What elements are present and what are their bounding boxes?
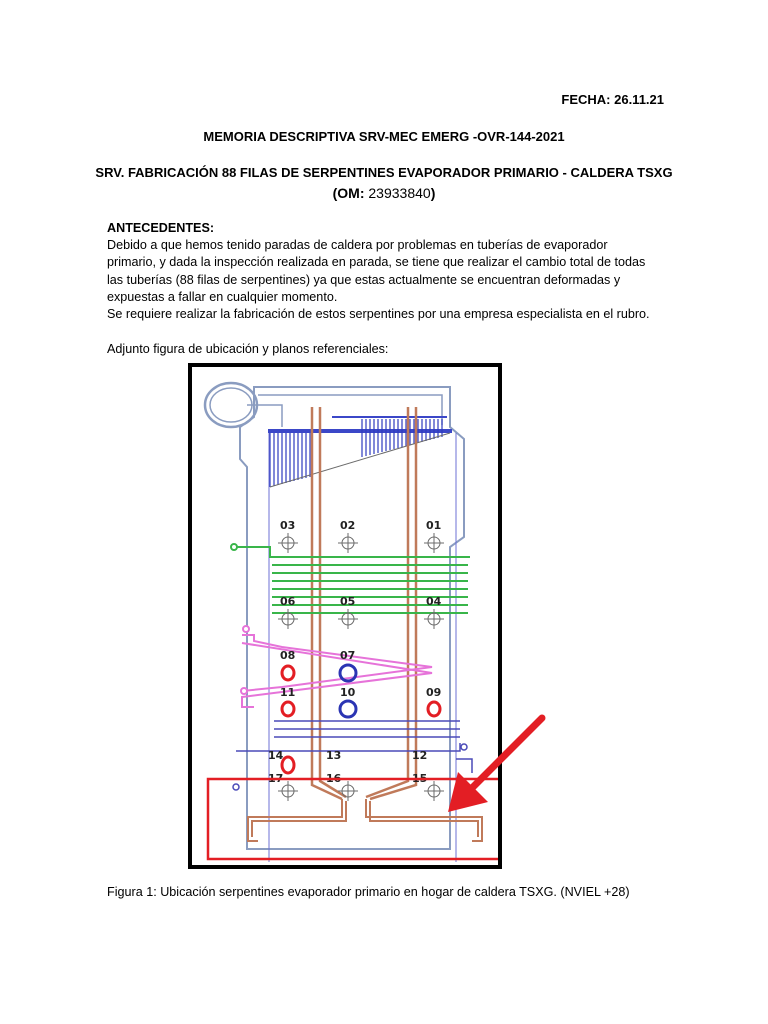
label-02: 02 [340, 519, 356, 532]
background-line-2: primario, y dada la inspección realizada en parada, se tiene que realizar el cambio total de todas [107, 255, 646, 270]
label-03: 03 [280, 519, 296, 532]
label-10: 10 [340, 686, 356, 699]
figure-caption: Figura 1: Ubicación serpentines evaporador primario en hogar de caldera TSXG. (NVIEL +28) [107, 885, 630, 899]
brown-risers [312, 407, 416, 799]
background-line-5: Se requiere realizar la fabricación de estos serpentines por una empresa especialista en el rubro. [107, 307, 650, 322]
label-08: 08 [280, 649, 296, 662]
label-06: 06 [280, 595, 296, 608]
label-11: 11 [280, 686, 296, 699]
label-01: 01 [426, 519, 442, 532]
om-close: ) [430, 185, 436, 201]
label-13: 13 [326, 749, 342, 762]
om-line [0, 185, 768, 201]
red-arrow [440, 712, 550, 822]
attachment-text: Adjunto figura de ubicación y planos referenciales: [107, 342, 389, 356]
arrow-shaft [466, 718, 542, 794]
label-07: 07 [340, 649, 356, 662]
label-04: 04 [426, 595, 442, 608]
label-15: 15 [412, 772, 428, 785]
label-14: 14 [268, 749, 284, 762]
om-number: 23933840 [368, 185, 431, 201]
background-line-4: expuestas a fallar en cualquier momento. [107, 289, 338, 304]
background-line-3: las tuberías (88 filas de serpentines) ya que estas actualmente se encuentran deformadas y [107, 272, 621, 287]
om-label: (OM: [332, 185, 369, 201]
label-12: 12 [412, 749, 428, 762]
label-09: 09 [426, 686, 442, 699]
background-section [107, 220, 667, 323]
background-heading: ANTECEDENTES: [107, 221, 215, 235]
service-title: SRV. FABRICACIÓN 88 FILAS DE SERPENTINES EVAPORADOR PRIMARIO - CALDERA TSXG [95, 165, 673, 180]
label-16: 16 [326, 772, 342, 785]
memo-title: MEMORIA DESCRIPTIVA SRV-MEC EMERG -OVR-144-2021 [203, 129, 565, 144]
document-date: FECHA: 26.11.21 [561, 92, 664, 107]
bank-divider [270, 433, 450, 487]
label-05: 05 [340, 595, 356, 608]
background-line-1: Debido a que hemos tenido paradas de caldera por problemas en tuberías de evaporador [107, 238, 608, 253]
pink-coils [241, 626, 432, 707]
label-17: 17 [268, 772, 284, 785]
